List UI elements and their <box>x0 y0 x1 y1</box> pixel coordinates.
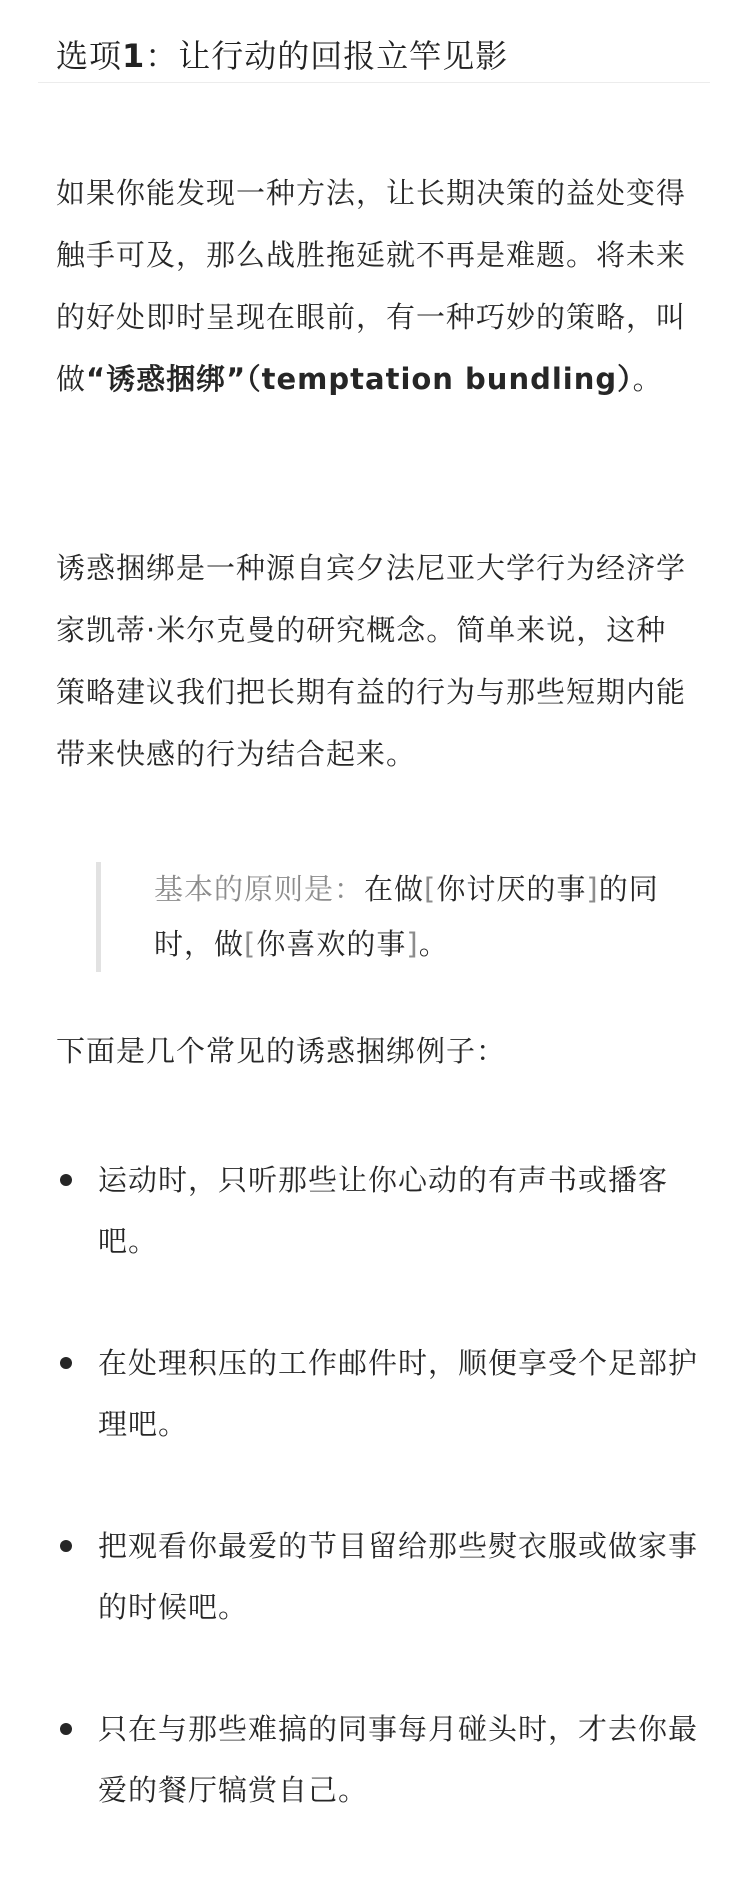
heading-prefix: 选项 <box>56 37 123 75</box>
bullet-icon <box>60 1540 72 1552</box>
bullet-icon <box>60 1357 72 1369</box>
list-item <box>56 1516 710 1634</box>
heading-title: ：让行动的回报立竿见影 <box>145 37 509 75</box>
list-item <box>56 1150 710 1268</box>
intro-end: 。 <box>632 362 663 396</box>
principle-end: 。 <box>418 927 449 961</box>
intro-term: “诱惑捆绑”（temptation bundling） <box>86 362 633 396</box>
principle-part1: 在做 <box>364 872 425 906</box>
list-item-text: 把观看你最爱的节目留给那些熨衣服或做家事的时候吧。 <box>98 1529 699 1624</box>
bracket-close-2: ] <box>406 927 419 961</box>
intro-paragraph <box>56 162 696 410</box>
heading-divider <box>38 82 710 83</box>
list-item-text: 运动时，只听那些让你心动的有声书或播客吧。 <box>98 1163 669 1258</box>
list-item-text: 在处理积压的工作邮件时，顺便享受个足部护理吧。 <box>98 1346 699 1441</box>
principle-slot1: 你讨厌的事 <box>436 872 587 906</box>
intro-text: 如果你能发现一种方法，让长期决策的益处变得触手可及，那么战胜拖延就不再是难题。将未来的好处即时呈现在眼前，有一种巧妙的策略，叫做 <box>56 176 687 396</box>
list-item <box>56 1333 710 1451</box>
examples-intro: 下面是几个常见的诱惑捆绑例子： <box>56 1034 507 1068</box>
principle-text <box>154 862 716 972</box>
heading-number: 1 <box>122 37 146 75</box>
list-item-text: 只在与那些难搞的同事每月碰头时，才去你最爱的餐厅犒赏自己。 <box>98 1712 699 1807</box>
bullet-icon <box>60 1174 72 1186</box>
bracket-open-1: [ <box>424 872 437 906</box>
examples-list <box>56 1150 710 1882</box>
principle-slot2: 你喜欢的事 <box>256 927 407 961</box>
definition-paragraph: 诱惑捆绑是一种源自宾夕法尼亚大学行为经济学家凯蒂·米尔克曼的研究概念。简单来说，这种策略建议我们把长期有益的行为与那些短期内能带来快感的行为结合起来。 <box>56 551 687 771</box>
list-item <box>56 1699 710 1817</box>
bracket-open-2: [ <box>244 927 257 961</box>
principle-lead: 基本的原则是： <box>154 872 365 906</box>
bracket-close-1: ] <box>586 872 599 906</box>
bullet-icon <box>60 1723 72 1735</box>
principle-quote <box>96 862 716 972</box>
principle-part2: 的同时，做 <box>154 872 659 961</box>
section-heading <box>56 0 714 82</box>
